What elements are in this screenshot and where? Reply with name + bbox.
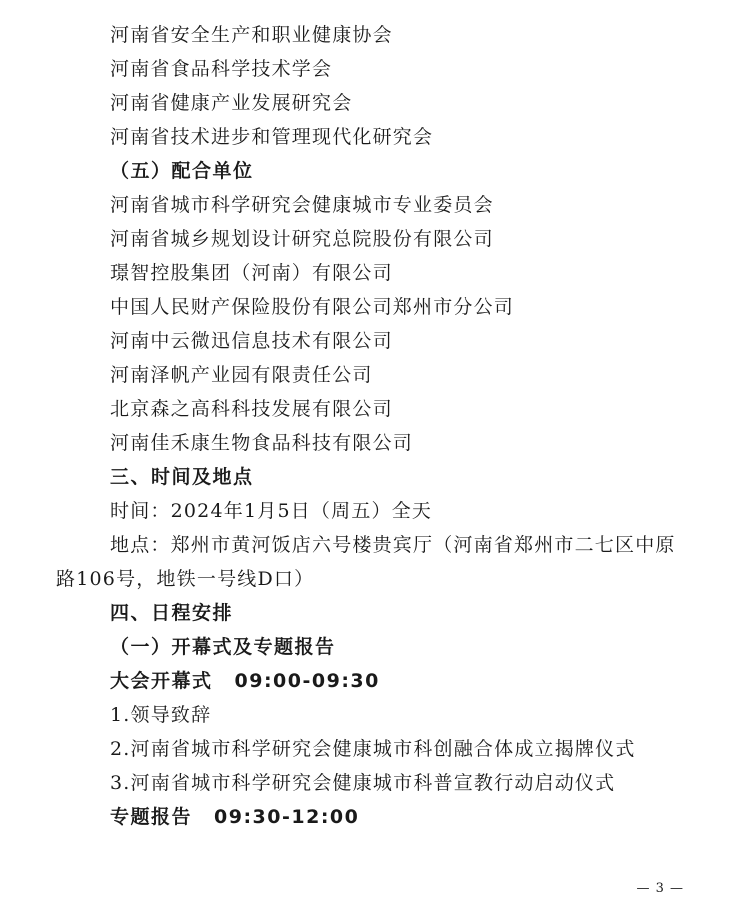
list-item: 河南泽帆产业园有限责任公司 [110,364,373,386]
list-item: 河南省食品科学技术学会 [110,58,333,80]
list-item: 河南中云微迅信息技术有限公司 [110,330,393,352]
section-heading: 三、时间及地点 [110,466,254,488]
list-item: 河南佳禾康生物食品科技有限公司 [110,432,414,454]
section-heading: 四、日程安排 [110,602,234,624]
opening-ceremony-time: 09:00-09:30 [234,670,380,692]
sub-section-heading: （一）开幕式及专题报告 [110,636,336,658]
list-item: 河南省安全生产和职业健康协会 [110,24,393,46]
agenda-item: 3.河南省城市科学研究会健康城市科普宣教行动启动仪式 [110,772,616,794]
opening-ceremony-row [110,669,380,693]
keynote-report-time: 09:30-12:00 [214,806,360,828]
list-item: 北京森之高科科技发展有限公司 [110,398,393,420]
list-item: 璟智控股集团（河南）有限公司 [110,262,393,284]
agenda-item: 2.河南省城市科学研究会健康城市科创融合体成立揭牌仪式 [110,738,636,760]
list-item: 河南省城市科学研究会健康城市专业委员会 [110,194,494,216]
opening-ceremony-label: 大会开幕式 [110,670,213,692]
keynote-report-label: 专题报告 [110,806,193,828]
keynote-report-row [110,805,359,829]
page-number: — 3 — [636,881,684,896]
location-text-continued: 路106号，地铁一号线D口） [56,568,315,590]
section-heading: （五）配合单位 [110,160,254,182]
list-item: 中国人民财产保险股份有限公司郑州市分公司 [110,296,515,318]
time-text: 时间：2024年1月5日（周五）全天 [110,500,433,522]
list-item: 河南省城乡规划设计研究总院股份有限公司 [110,228,494,250]
agenda-item: 1.领导致辞 [110,704,212,726]
list-item: 河南省技术进步和管理现代化研究会 [110,126,434,148]
list-item: 河南省健康产业发展研究会 [110,92,353,114]
location-text: 地点：郑州市黄河饭店六号楼贵宾厅（河南省郑州市二七区中原 [110,534,676,556]
